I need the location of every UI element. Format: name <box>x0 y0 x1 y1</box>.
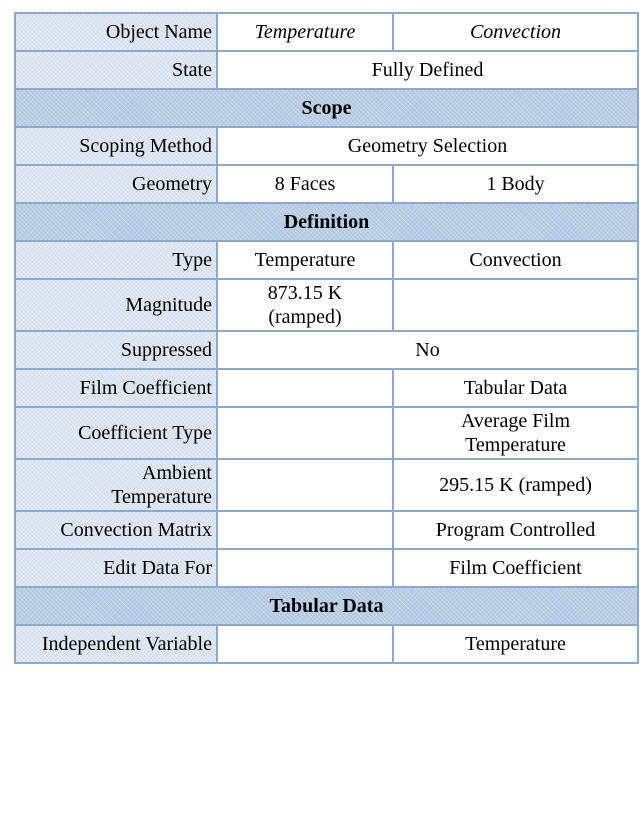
coefficient-type-label: Coefficient Type <box>15 407 217 459</box>
film-coefficient-label: Film Coefficient <box>15 369 217 407</box>
independent-variable-label: Independent Variable <box>15 625 217 663</box>
ambient-temperature-label-line1: Ambient <box>142 462 212 484</box>
magnitude-value-line1: 873.15 K <box>267 282 343 304</box>
convection-matrix-temperature-empty <box>217 511 393 549</box>
row-geometry <box>15 165 638 203</box>
definition-header: Definition <box>15 203 638 241</box>
details-table <box>14 12 639 664</box>
independent-variable-value[interactable]: Temperature <box>393 625 638 663</box>
coefficient-type-value-line2: Temperature <box>465 434 566 456</box>
coefficient-type-temperature-empty <box>217 407 393 459</box>
edit-data-for-value[interactable]: Film Coefficient <box>393 549 638 587</box>
row-scoping-method <box>15 127 638 165</box>
geometry-label: Geometry <box>15 165 217 203</box>
geometry-temperature-value[interactable]: 8 Faces <box>217 165 393 203</box>
scoping-method-label: Scoping Method <box>15 127 217 165</box>
convection-matrix-value[interactable]: Program Controlled <box>393 511 638 549</box>
row-ambient-temperature <box>15 459 638 511</box>
type-label: Type <box>15 241 217 279</box>
suppressed-label: Suppressed <box>15 331 217 369</box>
section-scope <box>15 89 638 127</box>
section-definition <box>15 203 638 241</box>
suppressed-value[interactable]: No <box>217 331 638 369</box>
film-coefficient-value[interactable]: Tabular Data <box>393 369 638 407</box>
type-convection-value[interactable]: Convection <box>393 241 638 279</box>
ambient-temperature-label-line2: Temperature <box>111 486 212 508</box>
ambient-temperature-temperature-empty <box>217 459 393 511</box>
row-film-coefficient <box>15 369 638 407</box>
object-name-convection[interactable]: Convection <box>393 13 638 51</box>
tabular-data-header: Tabular Data <box>15 587 638 625</box>
coefficient-type-value-line1: Average Film <box>460 410 571 432</box>
object-name-label: Object Name <box>15 13 217 51</box>
ambient-temperature-value[interactable]: 295.15 K (ramped) <box>393 459 638 511</box>
magnitude-value-line2: (ramped) <box>268 306 342 328</box>
coefficient-type-value[interactable] <box>393 407 638 459</box>
magnitude-value[interactable] <box>217 279 393 331</box>
type-temperature-value[interactable]: Temperature <box>217 241 393 279</box>
row-edit-data-for <box>15 549 638 587</box>
scoping-method-value[interactable]: Geometry Selection <box>217 127 638 165</box>
film-coefficient-temperature-empty <box>217 369 393 407</box>
state-value: Fully Defined <box>217 51 638 89</box>
independent-variable-temperature-empty <box>217 625 393 663</box>
magnitude-convection-empty <box>393 279 638 331</box>
state-label: State <box>15 51 217 89</box>
magnitude-label: Magnitude <box>15 279 217 331</box>
geometry-convection-value[interactable]: 1 Body <box>393 165 638 203</box>
object-name-temperature[interactable]: Temperature <box>217 13 393 51</box>
edit-data-for-temperature-empty <box>217 549 393 587</box>
section-tabular-data <box>15 587 638 625</box>
ambient-temperature-label <box>15 459 217 511</box>
row-type <box>15 241 638 279</box>
row-independent-variable <box>15 625 638 663</box>
row-state <box>15 51 638 89</box>
row-convection-matrix <box>15 511 638 549</box>
row-magnitude <box>15 279 638 331</box>
row-coefficient-type <box>15 407 638 459</box>
row-object-name <box>15 13 638 51</box>
scope-header: Scope <box>15 89 638 127</box>
convection-matrix-label: Convection Matrix <box>15 511 217 549</box>
row-suppressed <box>15 331 638 369</box>
edit-data-for-label: Edit Data For <box>15 549 217 587</box>
